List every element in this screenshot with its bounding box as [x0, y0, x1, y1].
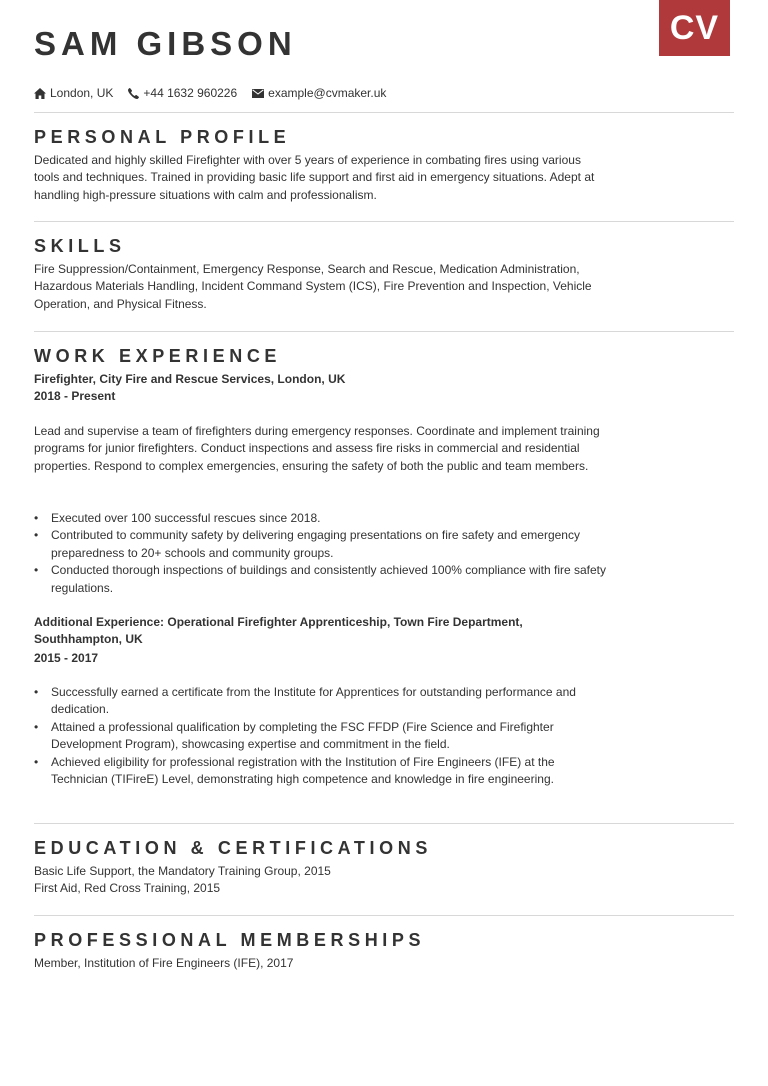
email-text: example@cvmaker.uk [268, 86, 387, 100]
contact-location [34, 86, 113, 100]
job-achievements [34, 510, 609, 597]
list-item: • Executed over 100 successful rescues since 2018. [34, 510, 609, 527]
job-title: Firefighter, City Fire and Rescue Services, London, UK [34, 372, 346, 386]
job-achievements [34, 684, 609, 788]
home-icon [34, 88, 46, 99]
job-dates: 2015 - 2017 [34, 651, 99, 665]
job-description: Lead and supervise a team of firefighters during emergency responses. Coordinate and implement training programs for junior firefighters. Conduct inspections and assess fire risks in commercial and residential properties. Respond to complex emergencies, ensuring the safety of both the public and team members. [34, 424, 600, 473]
candidate-name: SAM GIBSON [34, 25, 297, 62]
contact-info [34, 84, 401, 102]
divider [34, 915, 734, 916]
list-item: • Attained a professional qualification by completing the FSC FFDP (Fire Science and Firefighter Development Program), showcasing expertise and commitment in the field. [34, 719, 609, 754]
section-title-experience: WORK EXPERIENCE [34, 346, 282, 366]
job-title: Additional Experience: Operational Firefighter Apprenticeship, Town Fire Department, Southhampton, UK [34, 615, 523, 647]
envelope-icon [252, 89, 264, 98]
divider [34, 221, 734, 222]
divider [34, 112, 734, 113]
section-title-education: EDUCATION & CERTIFICATIONS [34, 838, 432, 858]
location-text: London, UK [50, 86, 114, 100]
job-dates: 2018 - Present [34, 389, 116, 403]
education-item: First Aid, Red Cross Training, 2015 [34, 881, 221, 895]
profile-text: Dedicated and highly skilled Firefighter with over 5 years of experience in combating fires using various tools and techniques. Trained in providing basic life support and first aid in emergency situations. Adept at handling high-pressure situations with calm and professionalism. [34, 153, 595, 202]
contact-phone [128, 86, 237, 100]
section-title-skills: SKILLS [34, 236, 126, 256]
list-item: • Achieved eligibility for professional registration with the Institution of Fire Engineers (IFE) at the Technician (TIFireE) Level, demonstrating high competence and knowledge in fire engineering. [34, 754, 609, 789]
section-title-profile: PERSONAL PROFILE [34, 127, 291, 147]
list-item: • Contributed to community safety by delivering engaging presentations on fire safety and emergency preparedness to 20+ schools and community groups. [34, 527, 609, 562]
skills-text: Fire Suppression/Containment, Emergency Response, Search and Rescue, Medication Administration, Hazardous Materials Handling, Incident Command System (ICS), Fire Prevention and Inspection, Vehicle Operation, and Physical Fitness. [34, 262, 592, 311]
list-item: • Successfully earned a certificate from the Institute for Apprentices for outstanding performance and dedication. [34, 684, 609, 719]
cv-badge: CV [659, 0, 730, 56]
divider [34, 331, 734, 332]
membership-item: Member, Institution of Fire Engineers (IFE), 2017 [34, 956, 294, 970]
section-title-memberships: PROFESSIONAL MEMBERSHIPS [34, 930, 426, 950]
phone-text: +44 1632 960226 [143, 86, 238, 100]
education-item: Basic Life Support, the Mandatory Training Group, 2015 [34, 864, 331, 878]
divider [34, 823, 734, 824]
list-item: • Conducted thorough inspections of buildings and consistently achieved 100% compliance with fire safety regulations. [34, 562, 609, 597]
contact-email [252, 86, 386, 100]
phone-icon [128, 88, 139, 99]
